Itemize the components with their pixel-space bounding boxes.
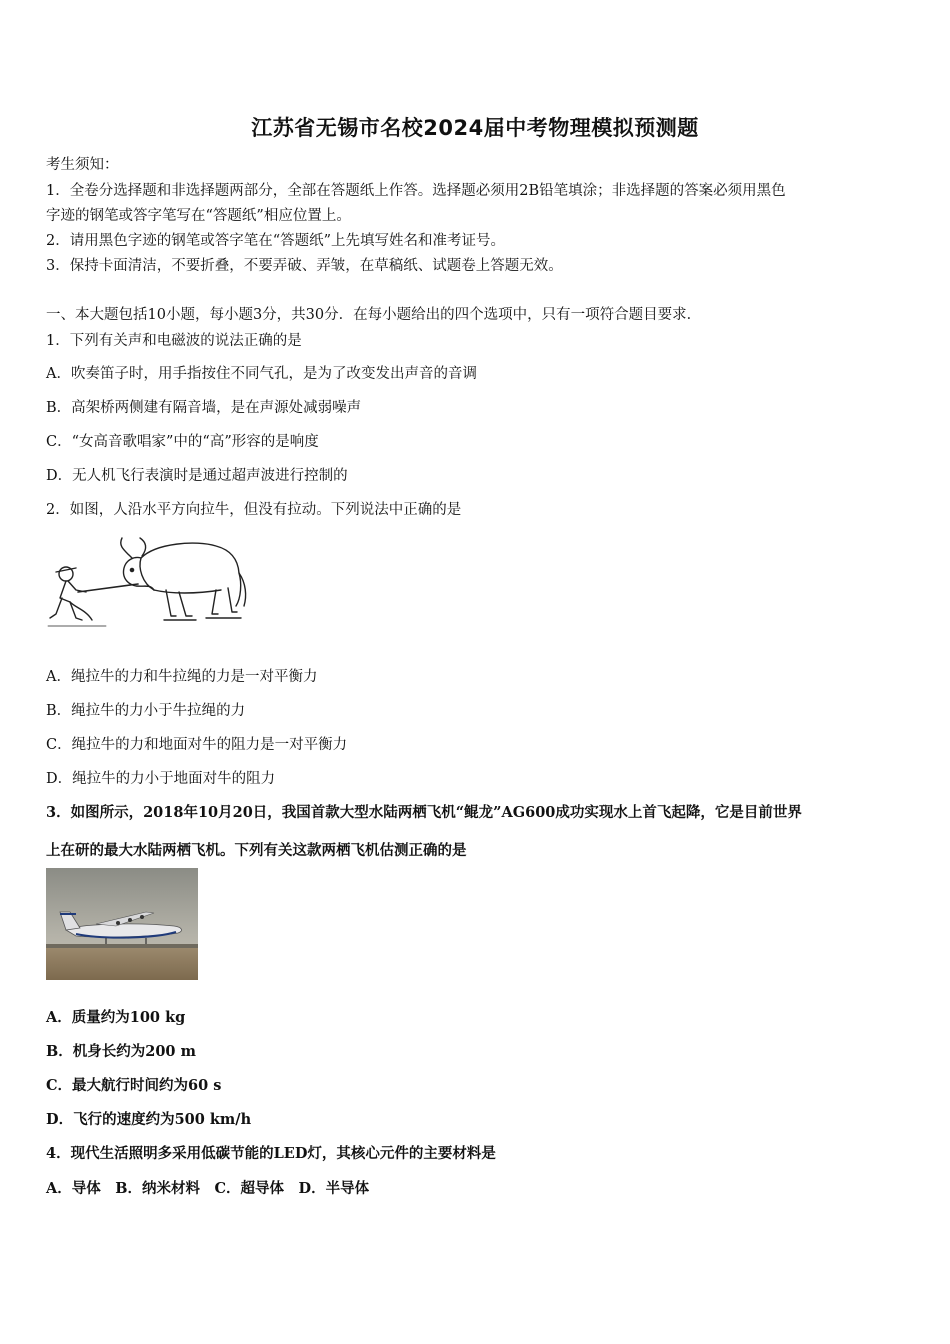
amphibious-plane-photo bbox=[46, 868, 198, 980]
question-3-option-a: A．质量约为100 kg bbox=[46, 1009, 186, 1026]
question-2-option-b: B．绳拉牛的力小于牛拉绳的力 bbox=[46, 703, 246, 719]
section-heading: 一、本大题包括10小题，每小题3分，共30分．在每小题给出的四个选项中，只有一项符合题目要求． bbox=[46, 307, 702, 323]
page-title: 江苏省无锡市名校2024届中考物理模拟预测题 bbox=[251, 116, 699, 140]
question-3-stem-line-1: 3．如图所示，2018年10月20日，我国首款大型水陆两栖飞机“鲲龙”AG600成功实现水上首飞起降，它是目前世界 bbox=[46, 804, 802, 821]
notice-item-1-cont: 字迹的钢笔或答字笔写在“答题纸”相应位置上。 bbox=[46, 208, 351, 224]
notice-item-3: 3．保持卡面清洁，不要折叠，不要弄破、弄皱，在草稿纸、试题卷上答题无效。 bbox=[46, 258, 563, 274]
question-2-stem: 2．如图，人沿水平方向拉牛，但没有拉动。下列说法中正确的是 bbox=[46, 502, 462, 518]
notice-heading: 考生须知： bbox=[46, 157, 119, 173]
question-1-option-b: B．高架桥两侧建有隔音墙，是在声源处减弱噪声 bbox=[46, 400, 362, 416]
question-1-stem: 1．下列有关声和电磁波的说法正确的是 bbox=[46, 333, 302, 349]
question-3-option-b: B．机身长约为200 m bbox=[46, 1043, 196, 1060]
question-1-option-d: D．无人机飞行表演时是通过超声波进行控制的 bbox=[46, 468, 348, 484]
question-1-option-a: A．吹奏笛子时，用手指按住不同气孔，是为了改变发出声音的音调 bbox=[46, 366, 477, 382]
question-2-option-d: D．绳拉牛的力小于地面对牛的阻力 bbox=[46, 771, 276, 787]
question-3-stem-line-2: 上在研的最大水陆两栖飞机。下列有关这款两栖飞机估测正确的是 bbox=[46, 842, 467, 859]
question-3-option-d: D．飞行的速度约为500 km/h bbox=[46, 1111, 252, 1128]
man-pulling-ox-figure bbox=[46, 528, 251, 640]
question-2-option-a: A．绳拉牛的力和牛拉绳的力是一对平衡力 bbox=[46, 669, 318, 685]
notice-item-1: 1．全卷分选择题和非选择题两部分，全部在答题纸上作答。选择题必须用2B铅笔填涂；非选择题的答案必须用黑色 bbox=[46, 183, 786, 199]
question-2-option-c: C．绳拉牛的力和地面对牛的阻力是一对平衡力 bbox=[46, 737, 348, 753]
notice-item-2: 2．请用黑色字迹的钢笔或答字笔在“答题纸”上先填写姓名和准考证号。 bbox=[46, 233, 506, 249]
question-1-option-c: C．“女高音歌唱家”中的“高”形容的是响度 bbox=[46, 434, 319, 450]
question-4-stem: 4．现代生活照明多采用低碳节能的LED灯，其核心元件的主要材料是 bbox=[46, 1145, 496, 1162]
question-4-options: A．导体 B．纳米材料 C．超导体 D．半导体 bbox=[46, 1180, 370, 1197]
question-3-option-c: C．最大航行时间约为60 s bbox=[46, 1077, 222, 1094]
